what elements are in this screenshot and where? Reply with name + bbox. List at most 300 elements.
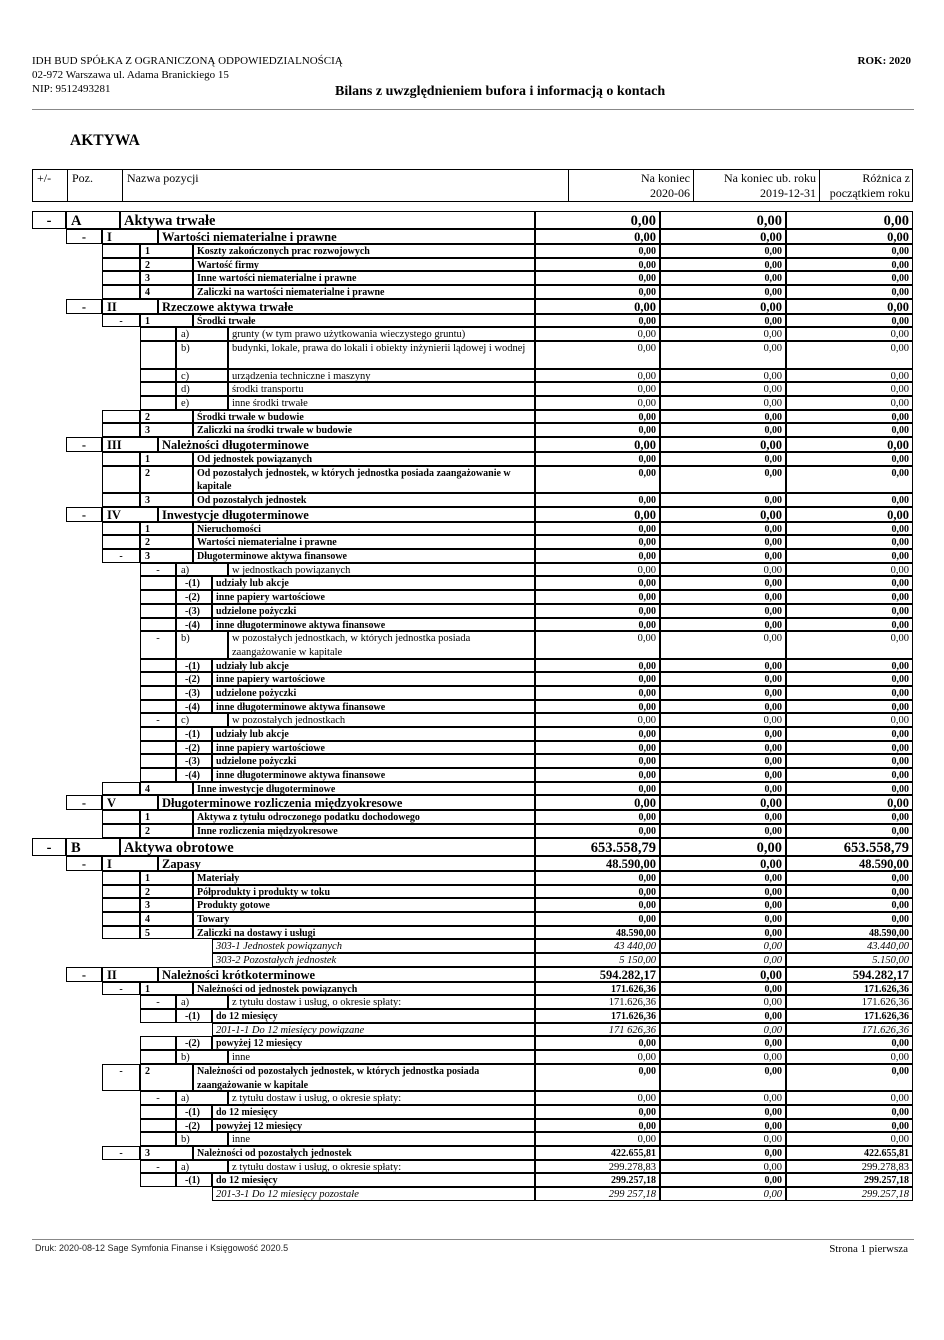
value-difference: 0,00 [786, 258, 913, 272]
value-difference: 0,00 [786, 618, 913, 632]
value-current: 171 626,36 [535, 1023, 660, 1037]
table-row [0, 824, 944, 838]
row-name: Od pozostałych jednostek [193, 493, 535, 507]
value-difference: 0,00 [786, 741, 913, 755]
table-row [0, 466, 944, 493]
company-name: IDH BUD SPÓŁKA Z OGRANICZONĄ ODPOWIEDZIALNOŚCIĄ [32, 55, 343, 67]
value-previous: 0,00 [660, 604, 786, 618]
value-previous: 0,00 [660, 871, 786, 885]
row-position: -(2) [176, 672, 212, 686]
value-current: 0,00 [535, 522, 660, 536]
row-name: powyżej 12 miesięcy [212, 1036, 535, 1050]
value-previous: 0,00 [660, 967, 786, 982]
row-name: urządzenia techniczne i maszyny [228, 369, 535, 383]
value-previous: 0,00 [660, 1036, 786, 1050]
value-previous: 0,00 [660, 672, 786, 686]
table-row [0, 700, 944, 714]
row-toggle: - [66, 967, 102, 982]
value-previous: 0,00 [660, 576, 786, 590]
row-toggle [102, 535, 140, 549]
value-difference: 0,00 [786, 824, 913, 838]
value-current: 0,00 [535, 713, 660, 727]
table-row [0, 967, 944, 982]
value-current: 422.655,81 [535, 1146, 660, 1160]
row-toggle: - [32, 838, 66, 856]
value-current: 0,00 [535, 700, 660, 714]
value-previous: 0,00 [660, 1105, 786, 1119]
row-toggle [140, 576, 176, 590]
table-row [0, 437, 944, 452]
row-toggle [140, 396, 176, 410]
table-row [0, 939, 944, 953]
row-toggle [140, 590, 176, 604]
row-name: Rzeczowe aktywa trwałe [158, 299, 535, 314]
value-current: 0,00 [535, 686, 660, 700]
value-current: 0,00 [535, 1050, 660, 1064]
company-info [32, 54, 343, 96]
row-toggle [140, 369, 176, 383]
value-previous: 0,00 [660, 885, 786, 899]
value-current: 299 257,18 [535, 1187, 660, 1201]
value-difference: 0,00 [786, 382, 913, 396]
row-name: Wartość firmy [193, 258, 535, 272]
table-row [0, 1187, 944, 1201]
row-name: inne długoterminowe aktywa finansowe [212, 700, 535, 714]
row-position: 3 [140, 423, 193, 437]
table-row [0, 1105, 944, 1119]
value-previous: 0,00 [660, 299, 786, 314]
value-previous: 0,00 [660, 618, 786, 632]
report-year: ROK: 2020 [857, 55, 911, 67]
row-name: inne długoterminowe aktywa finansowe [212, 768, 535, 782]
row-position: e) [176, 396, 228, 410]
row-toggle [140, 686, 176, 700]
table-row [0, 299, 944, 314]
row-name: Od jednostek powiązanych [193, 452, 535, 466]
value-current: 0,00 [535, 871, 660, 885]
row-toggle: - [66, 507, 102, 522]
header-col1-line2: 2020-06 [650, 186, 690, 200]
value-previous: 0,00 [660, 1023, 786, 1037]
row-toggle [102, 452, 140, 466]
account-row-name: 201-1-1 Do 12 miesięcy powiązane [212, 1023, 535, 1037]
row-name: w jednostkach powiązanych [228, 563, 535, 577]
header-col1 [568, 170, 693, 201]
value-previous: 0,00 [660, 437, 786, 452]
row-position: -(1) [176, 1105, 212, 1119]
row-toggle: - [140, 995, 176, 1009]
row-toggle [102, 522, 140, 536]
row-name: inne [228, 1132, 535, 1146]
value-current: 0,00 [535, 590, 660, 604]
header-col2-line1: Na koniec ub. roku [724, 171, 816, 185]
value-previous: 0,00 [660, 563, 786, 577]
value-difference: 0,00 [786, 563, 913, 577]
table-row [0, 396, 944, 410]
value-previous: 0,00 [660, 327, 786, 341]
row-position: a) [176, 1160, 228, 1174]
row-position: -(2) [176, 1036, 212, 1050]
table-row [0, 810, 944, 824]
row-position: 3 [140, 271, 193, 285]
table-header [32, 169, 913, 202]
value-current: 0,00 [535, 314, 660, 328]
value-previous: 0,00 [660, 590, 786, 604]
row-position: 4 [140, 285, 193, 299]
page-number: Strona 1 pierwsza [829, 1243, 908, 1255]
row-position: 4 [140, 912, 193, 926]
row-position: I [102, 229, 158, 244]
value-previous: 0,00 [660, 423, 786, 437]
row-toggle [140, 754, 176, 768]
table-row [0, 631, 944, 658]
row-toggle: - [140, 713, 176, 727]
value-current: 0,00 [535, 244, 660, 258]
row-toggle [140, 1009, 176, 1023]
value-current: 0,00 [535, 341, 660, 368]
row-position: -(1) [176, 576, 212, 590]
row-toggle [140, 1132, 176, 1146]
row-position: -(3) [176, 604, 212, 618]
value-previous: 0,00 [660, 244, 786, 258]
table-row [0, 912, 944, 926]
row-name: Materiały [193, 871, 535, 885]
table-row [0, 1146, 944, 1160]
row-position: -(4) [176, 618, 212, 632]
value-previous: 0,00 [660, 341, 786, 368]
row-name: Produkty gotowe [193, 898, 535, 912]
row-position: 4 [140, 782, 193, 796]
table-row [0, 327, 944, 341]
value-current: 0,00 [535, 727, 660, 741]
header-name: Nazwa pozycji [122, 170, 568, 201]
row-position: 3 [140, 493, 193, 507]
value-previous: 0,00 [660, 314, 786, 328]
value-previous: 0,00 [660, 1187, 786, 1201]
row-name: udzielone pożyczki [212, 686, 535, 700]
table-row [0, 258, 944, 272]
row-name: powyżej 12 miesięcy [212, 1119, 535, 1133]
row-position: b) [176, 631, 228, 658]
row-name: inne środki trwałe [228, 396, 535, 410]
row-toggle: - [66, 299, 102, 314]
row-name: udzielone pożyczki [212, 754, 535, 768]
value-difference: 0,00 [786, 700, 913, 714]
row-position: 1 [140, 871, 193, 885]
value-current: 43 440,00 [535, 939, 660, 953]
row-position: 1 [140, 810, 193, 824]
table-row [0, 1023, 944, 1037]
value-previous: 0,00 [660, 229, 786, 244]
value-difference: 0,00 [786, 299, 913, 314]
row-toggle [140, 672, 176, 686]
value-previous: 0,00 [660, 856, 786, 871]
row-position: 2 [140, 466, 193, 493]
row-name: inne [228, 1050, 535, 1064]
row-name: Inne wartości niematerialne i prawne [193, 271, 535, 285]
value-previous: 0,00 [660, 953, 786, 967]
row-position: A [66, 211, 120, 229]
table-row [0, 659, 944, 673]
value-current: 0,00 [535, 258, 660, 272]
value-previous: 0,00 [660, 1064, 786, 1091]
value-previous: 0,00 [660, 782, 786, 796]
table-row [0, 1160, 944, 1174]
row-toggle [140, 1036, 176, 1050]
value-previous: 0,00 [660, 659, 786, 673]
row-position: -(2) [176, 1119, 212, 1133]
value-current: 0,00 [535, 1036, 660, 1050]
table-row [0, 672, 944, 686]
row-name: z tytułu dostaw i usług, o okresie spłaty: [228, 995, 535, 1009]
row-toggle [140, 1105, 176, 1119]
row-toggle [140, 382, 176, 396]
row-name: Należności od jednostek powiązanych [193, 982, 535, 996]
table-row [0, 1036, 944, 1050]
value-difference: 0,00 [786, 912, 913, 926]
value-current: 171.626,36 [535, 982, 660, 996]
account-row-name: 201-3-1 Do 12 miesięcy pozostałe [212, 1187, 535, 1201]
row-name: Należności od pozostałych jednostek [193, 1146, 535, 1160]
value-previous: 0,00 [660, 898, 786, 912]
value-previous: 0,00 [660, 466, 786, 493]
account-row-name: 303-2 Pozostałych jednostek [212, 953, 535, 967]
value-previous: 0,00 [660, 1050, 786, 1064]
table-row [0, 314, 944, 328]
value-difference: 0,00 [786, 604, 913, 618]
value-difference: 0,00 [786, 396, 913, 410]
row-position: b) [176, 341, 228, 368]
table-row [0, 507, 944, 522]
row-name: z tytułu dostaw i usług, o okresie spłaty: [228, 1091, 535, 1105]
row-name: Zaliczki na środki trwałe w budowie [193, 423, 535, 437]
value-current: 0,00 [535, 507, 660, 522]
row-name: inne papiery wartościowe [212, 741, 535, 755]
value-difference: 43.440,00 [786, 939, 913, 953]
footer-divider [32, 1239, 914, 1240]
row-name: Od pozostałych jednostek, w których jednostka posiada zaangażowanie w kapitale [193, 466, 535, 493]
value-difference: 0,00 [786, 795, 913, 810]
value-difference: 0,00 [786, 423, 913, 437]
row-name: do 12 miesięcy [212, 1009, 535, 1023]
value-previous: 0,00 [660, 1146, 786, 1160]
row-position: c) [176, 713, 228, 727]
row-position: b) [176, 1132, 228, 1146]
value-current: 0,00 [535, 327, 660, 341]
table-row [0, 1091, 944, 1105]
value-difference: 299.278,83 [786, 1160, 913, 1174]
section-title: AKTYWA [70, 132, 140, 149]
row-name: Długoterminowe rozliczenia międzyokresowe [158, 795, 535, 810]
value-current: 0,00 [535, 782, 660, 796]
row-toggle [140, 1119, 176, 1133]
table-row [0, 576, 944, 590]
row-name: Półprodukty i produkty w toku [193, 885, 535, 899]
value-current: 0,00 [535, 563, 660, 577]
row-toggle [102, 244, 140, 258]
table-row [0, 871, 944, 885]
value-current: 0,00 [535, 382, 660, 396]
value-current: 0,00 [535, 229, 660, 244]
value-previous: 0,00 [660, 1160, 786, 1174]
header-col3 [819, 170, 913, 201]
row-toggle [102, 810, 140, 824]
row-toggle [102, 898, 140, 912]
row-position: -(1) [176, 659, 212, 673]
value-current: 0,00 [535, 396, 660, 410]
table-row [0, 1119, 944, 1133]
table-row [0, 423, 944, 437]
value-current: 0,00 [535, 299, 660, 314]
value-difference: 48.590,00 [786, 856, 913, 871]
value-previous: 0,00 [660, 727, 786, 741]
value-difference: 0,00 [786, 1105, 913, 1119]
row-name: udziały lub akcje [212, 727, 535, 741]
value-difference: 0,00 [786, 1132, 913, 1146]
header-col3-line2: początkiem roku [829, 186, 910, 200]
table-row [0, 522, 944, 536]
row-name: Środki trwałe [193, 314, 535, 328]
table-row [0, 795, 944, 810]
header-divider [32, 109, 914, 110]
value-difference: 0,00 [786, 713, 913, 727]
table-row [0, 493, 944, 507]
value-previous: 0,00 [660, 1132, 786, 1146]
value-current: 0,00 [535, 285, 660, 299]
value-current: 0,00 [535, 768, 660, 782]
value-current: 0,00 [535, 631, 660, 658]
row-name: Aktywa obrotowe [120, 838, 535, 856]
value-difference: 0,00 [786, 810, 913, 824]
row-name: w pozostałych jednostkach, w których jednostka posiada zaangażowanie w kapitale [228, 631, 535, 658]
value-difference: 0,00 [786, 727, 913, 741]
header-col1-line1: Na koniec [641, 171, 690, 185]
value-previous: 0,00 [660, 824, 786, 838]
row-toggle [140, 604, 176, 618]
value-current: 0,00 [535, 493, 660, 507]
row-toggle [140, 741, 176, 755]
row-toggle [140, 1173, 176, 1187]
row-toggle [140, 327, 176, 341]
row-name: Zaliczki na wartości niematerialne i prawne [193, 285, 535, 299]
row-name: środki transportu [228, 382, 535, 396]
value-difference: 0,00 [786, 885, 913, 899]
row-name: Inne rozliczenia międzyokresowe [193, 824, 535, 838]
row-position: 2 [140, 1064, 193, 1091]
row-name: Zapasy [158, 856, 535, 871]
value-difference: 0,00 [786, 576, 913, 590]
header-pm: +/- [37, 171, 52, 185]
value-difference: 0,00 [786, 535, 913, 549]
print-info: Druk: 2020-08-12 Sage Symfonia Finanse i Księgowość 2020.5 [35, 1243, 289, 1253]
value-difference: 0,00 [786, 659, 913, 673]
table-row [0, 727, 944, 741]
row-name: udziały lub akcje [212, 576, 535, 590]
value-current: 0,00 [535, 741, 660, 755]
table-row [0, 285, 944, 299]
row-position: IV [102, 507, 158, 522]
value-difference: 0,00 [786, 522, 913, 536]
value-current: 0,00 [535, 754, 660, 768]
value-previous: 0,00 [660, 1119, 786, 1133]
value-difference: 0,00 [786, 768, 913, 782]
value-difference: 0,00 [786, 1036, 913, 1050]
row-toggle: - [66, 437, 102, 452]
company-address: 02-972 Warszawa ul. Adama Branickiego 15 [32, 69, 229, 81]
value-current: 0,00 [535, 549, 660, 563]
row-toggle [102, 824, 140, 838]
value-difference: 0,00 [786, 871, 913, 885]
table-row [0, 1050, 944, 1064]
table-row [0, 618, 944, 632]
table-row [0, 229, 944, 244]
table-row [0, 452, 944, 466]
value-difference: 0,00 [786, 1064, 913, 1091]
table-row [0, 590, 944, 604]
value-current: 0,00 [535, 452, 660, 466]
value-current: 0,00 [535, 1105, 660, 1119]
value-current: 0,00 [535, 912, 660, 926]
row-name: w pozostałych jednostkach [228, 713, 535, 727]
row-position: II [102, 967, 158, 982]
row-name: Należności od pozostałych jednostek, w których jednostka posiada zaangażowanie w kapitale [193, 1064, 535, 1091]
table-row [0, 1132, 944, 1146]
row-toggle [102, 912, 140, 926]
row-position: 1 [140, 982, 193, 996]
value-difference: 0,00 [786, 631, 913, 658]
table-row [0, 856, 944, 871]
header-poz: Poz. [67, 170, 122, 201]
row-position: a) [176, 1091, 228, 1105]
row-toggle [140, 1050, 176, 1064]
value-previous: 0,00 [660, 1009, 786, 1023]
value-current: 0,00 [535, 410, 660, 424]
value-previous: 0,00 [660, 700, 786, 714]
table-row [0, 244, 944, 258]
account-row-name: 303-1 Jednostek powiązanych [212, 939, 535, 953]
header-col2 [693, 170, 819, 201]
row-toggle [102, 258, 140, 272]
row-name: Należności długoterminowe [158, 437, 535, 452]
company-nip: NIP: 9512493281 [32, 83, 111, 95]
row-toggle [140, 700, 176, 714]
table-row [0, 926, 944, 940]
row-name: Należności krótkoterminowe [158, 967, 535, 982]
value-difference: 0,00 [786, 437, 913, 452]
value-previous: 0,00 [660, 382, 786, 396]
value-difference: 0,00 [786, 1050, 913, 1064]
value-current: 5 150,00 [535, 953, 660, 967]
row-position: -(3) [176, 686, 212, 700]
header-col2-line2: 2019-12-31 [760, 186, 816, 200]
row-position: -(4) [176, 700, 212, 714]
header-col3-line1: Różnica z [862, 171, 910, 185]
row-name: udzielone pożyczki [212, 604, 535, 618]
row-toggle [102, 871, 140, 885]
value-current: 653.558,79 [535, 838, 660, 856]
value-difference: 171.626,36 [786, 982, 913, 996]
table-row [0, 369, 944, 383]
row-toggle [140, 618, 176, 632]
value-difference: 0,00 [786, 549, 913, 563]
value-difference: 0,00 [786, 754, 913, 768]
value-difference: 0,00 [786, 341, 913, 368]
row-position: 2 [140, 258, 193, 272]
row-name: Wartości niematerialne i prawne [158, 229, 535, 244]
row-name: do 12 miesięcy [212, 1105, 535, 1119]
row-toggle: - [102, 1064, 140, 1091]
row-position: 2 [140, 410, 193, 424]
